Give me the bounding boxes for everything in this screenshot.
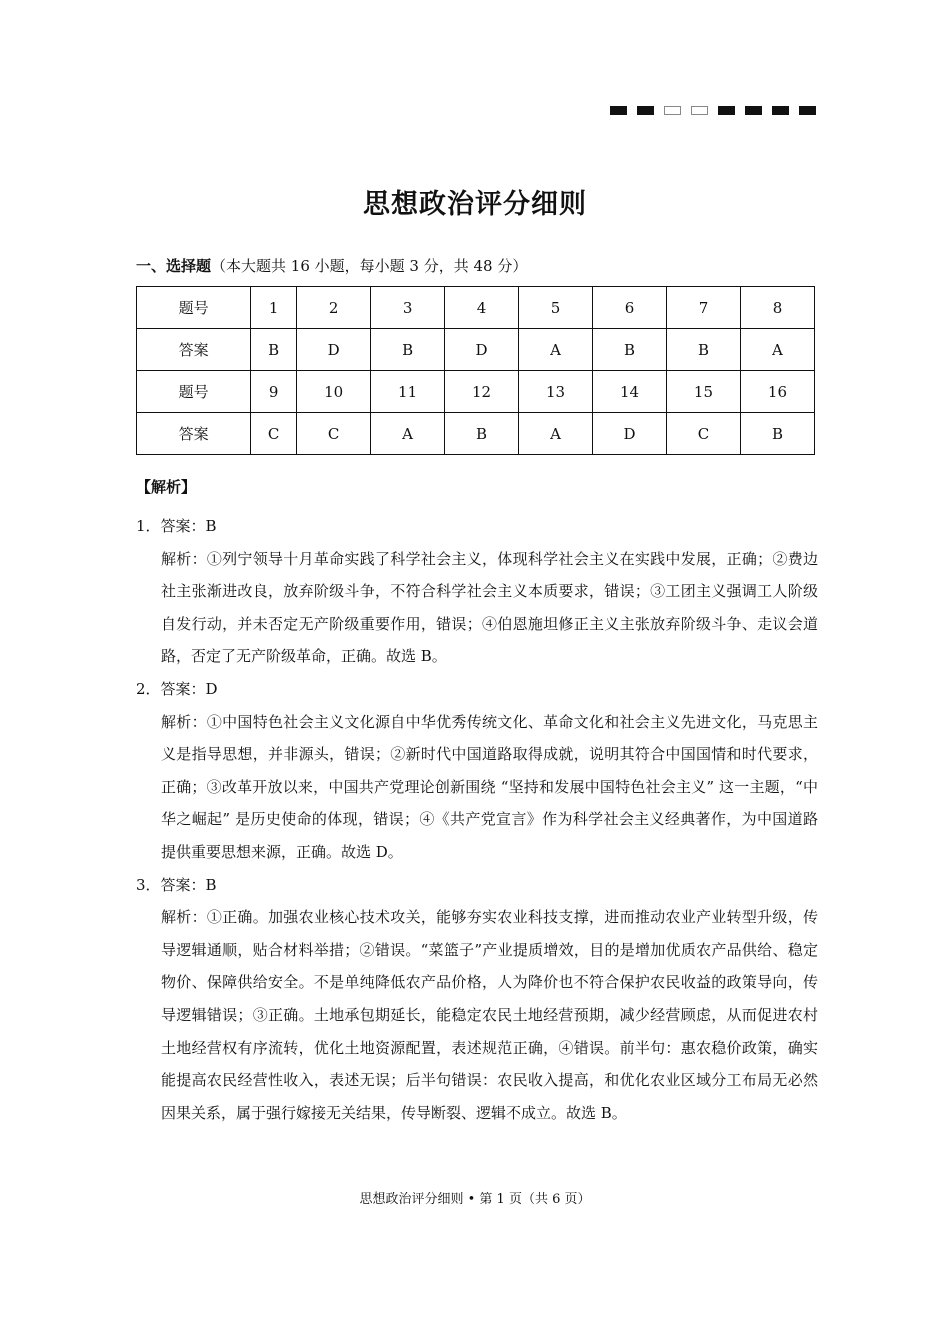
table-cell: B	[593, 329, 667, 371]
row-header-cell: 答案	[137, 329, 251, 371]
table-cell: 4	[445, 287, 519, 329]
analysis-title: 【解析】	[136, 478, 197, 496]
table-cell: D	[593, 413, 667, 455]
table-cell: 8	[740, 287, 814, 329]
analysis-item	[136, 869, 818, 1130]
table-cell: 3	[371, 287, 445, 329]
row-header-cell: 题号	[137, 287, 251, 329]
table-cell: B	[371, 329, 445, 371]
table-cell: D	[297, 329, 371, 371]
item-explanation: 解析：①中国特色社会主义文化源自中华优秀传统文化、革命文化和社会主义先进文化，马克思主义是指导思想，并非源头，错误；②新时代中国道路取得成就，说明其符合中国国情和时代要求，正确；③改革开放以来，中国共产党理论创新围绕 “坚持和发展中国特色社会主义” 这一主题，“中华之崛起” 是历史使命的体现，错误；④《共产党宣言》作为科学社会主义经典著作，为中国道路提供重要思想来源，正确。故选 D。	[161, 712, 818, 861]
section-heading	[136, 255, 527, 276]
row-header-cell: 题号	[137, 371, 251, 413]
table-cell: 2	[297, 287, 371, 329]
header-marks	[610, 106, 816, 115]
answer-table	[136, 286, 815, 455]
item-answer: 3．答案：B	[136, 875, 217, 894]
table-row	[137, 413, 815, 455]
item-explanation: 解析：①列宁领导十月革命实践了科学社会主义，体现科学社会主义在实践中发展，正确；②费边社主张渐进改良，放弃阶级斗争，不符合科学社会主义本质要求，错误；③工团主义强调工人阶级自发行动，并未否定无产阶级重要作用，错误；④伯恩施坦修正主义主张放弃阶级斗争、走议会道路，否定了无产阶级革命，正确。故选 B。	[161, 549, 818, 666]
table-cell: 5	[519, 287, 593, 329]
analysis-item	[136, 673, 818, 869]
item-answer: 1．答案：B	[136, 517, 217, 535]
table-cell: 1	[251, 287, 297, 329]
table-cell: 11	[371, 371, 445, 413]
item-explanation: 解析：①正确。加强农业核心技术攻关，能够夯实农业科技支撑，进而推动农业产业转型升级，传导逻辑通顺，贴合材料举措；②错误。“菜篮子”产业提质增效，目的是增加优质农产品供给、稳定物价、保障供给安全。不是单纯降低农产品价格，人为降价也不符合保护农民收益的政策导向，传导逻辑错误；③正确。土地承包期延长，能稳定农民土地经营预期，减少经营顾虑，从而促进农村土地经营权有序流转，优化土地资源配置，表述规范正确，④错误。前半句：惠农稳价政策，确实能提高农民经营性收入，表述无误；后半句错误：农民收入提高，和优化农业区域分工布局无必然因果关系，属于强行嫁接无关结果，传导断裂、逻辑不成立。故选 B。	[161, 908, 818, 1122]
table-cell: B	[251, 329, 297, 371]
table-row	[137, 287, 815, 329]
table-cell: 6	[593, 287, 667, 329]
section-note: （本大题共 16 小题，每小题 3 分，共 48 分）	[211, 257, 528, 275]
section-label: 一、选择题	[136, 257, 212, 275]
table-cell: 9	[251, 371, 297, 413]
page-title: 思想政治评分细则	[363, 189, 587, 220]
page-footer: 思想政治评分细则 • 第 1 页（共 6 页）	[359, 1192, 591, 1207]
table-cell: C	[297, 413, 371, 455]
table-row	[137, 329, 815, 371]
header-mark	[718, 106, 735, 115]
table-cell: B	[445, 413, 519, 455]
table-cell: 7	[666, 287, 740, 329]
table-cell: 12	[445, 371, 519, 413]
header-mark	[610, 106, 627, 115]
table-cell: C	[666, 413, 740, 455]
table-cell: 10	[297, 371, 371, 413]
table-cell: A	[519, 329, 593, 371]
header-mark-hollow	[664, 106, 681, 115]
table-cell: B	[740, 413, 814, 455]
table-cell: A	[519, 413, 593, 455]
analysis-item	[136, 510, 818, 673]
header-mark	[772, 106, 789, 115]
header-mark	[745, 106, 762, 115]
table-cell: C	[251, 413, 297, 455]
table-cell: A	[740, 329, 814, 371]
table-cell: B	[666, 329, 740, 371]
table-cell: 14	[593, 371, 667, 413]
item-answer: 2．答案：D	[136, 679, 218, 698]
table-cell: D	[445, 329, 519, 371]
row-header-cell: 答案	[137, 413, 251, 455]
header-mark	[799, 106, 816, 115]
table-cell: 15	[666, 371, 740, 413]
table-row	[137, 371, 815, 413]
table-cell: 16	[740, 371, 814, 413]
table-cell: A	[371, 413, 445, 455]
answer-table-body	[137, 287, 815, 455]
header-mark	[637, 106, 654, 115]
table-cell: 13	[519, 371, 593, 413]
header-mark-hollow	[691, 106, 708, 115]
analysis-items	[136, 510, 818, 1129]
